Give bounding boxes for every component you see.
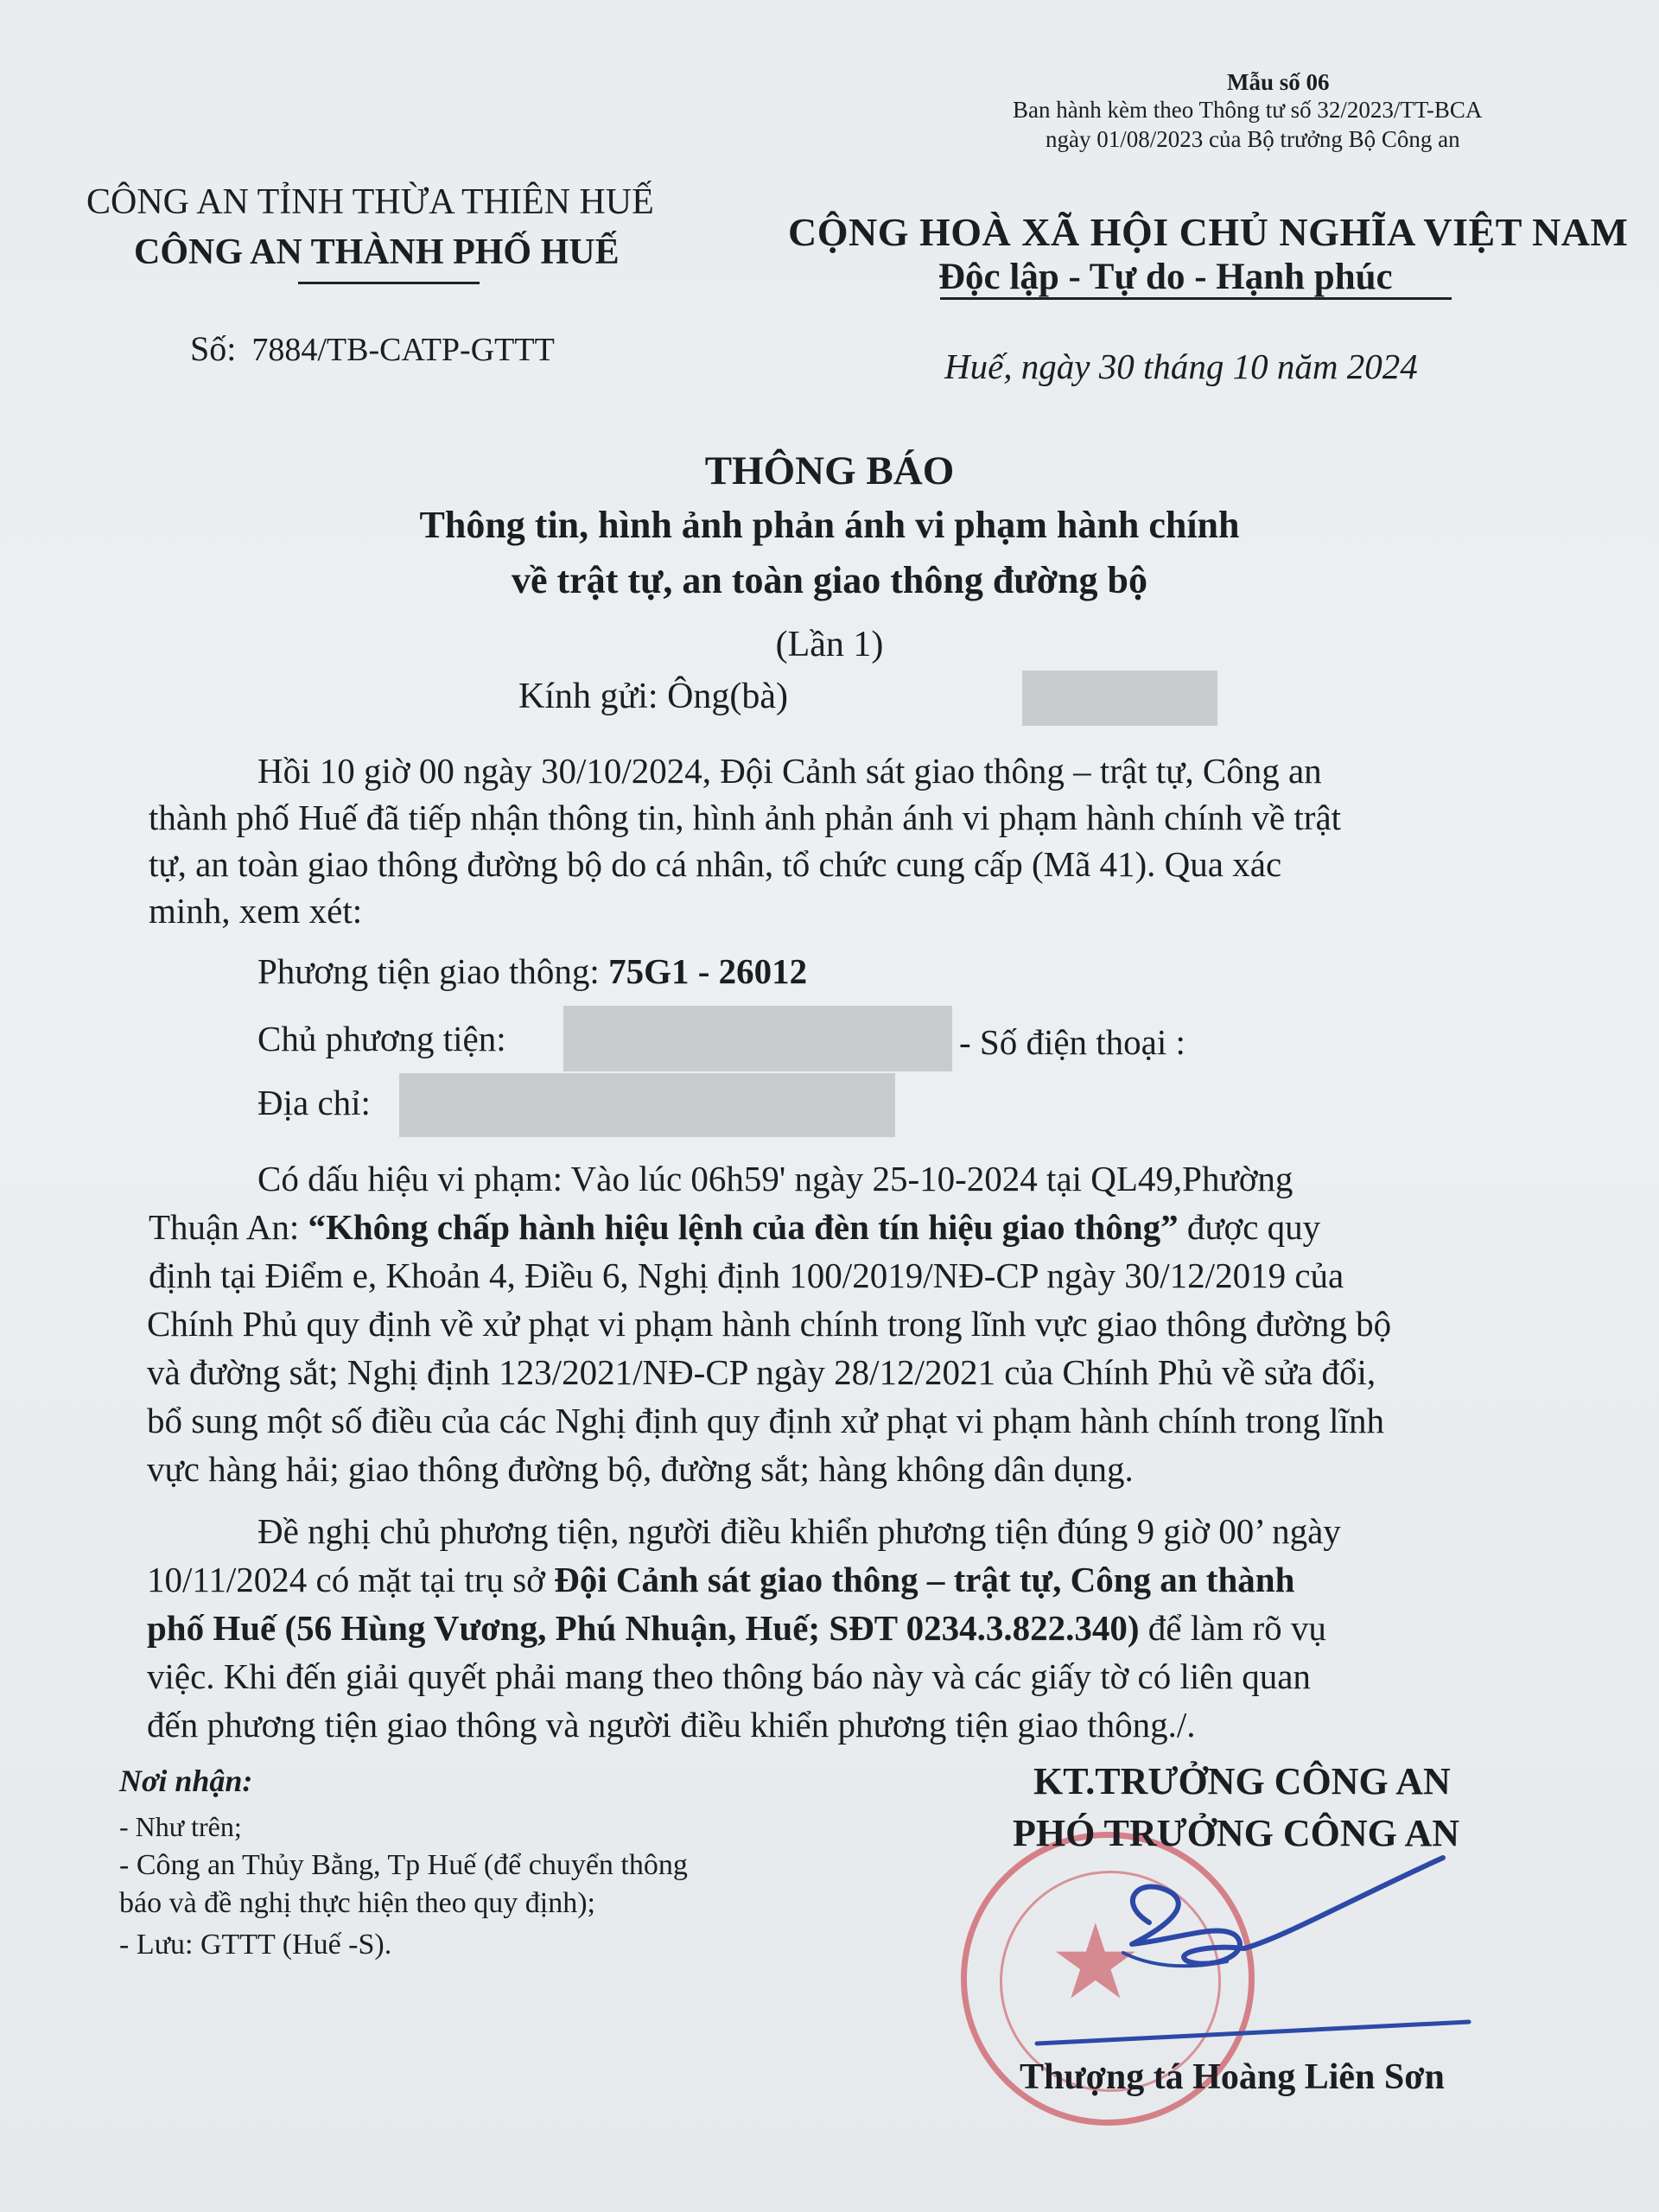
request-date: 10/11/2024 có mặt tại trụ sở xyxy=(147,1560,555,1599)
document-number-label: Số: xyxy=(190,329,237,368)
issue-date: Huế, ngày 30 tháng 10 năm 2024 xyxy=(944,346,1418,386)
issuing-organization: CÔNG AN THÀNH PHỐ HUẾ xyxy=(134,232,620,272)
redacted-address xyxy=(399,1073,895,1137)
form-issued-line-2: ngày 01/08/2023 của Bộ trưởng Bộ Công an xyxy=(1046,126,1460,152)
recipients-heading: Nơi nhận: xyxy=(119,1764,253,1798)
organization-underline xyxy=(298,282,480,284)
owner-label: Chủ phương tiện: xyxy=(257,1019,506,1058)
document-number-value: 7884/TB-CATP-GTTT xyxy=(251,332,555,368)
violation-location: Thuận An: xyxy=(149,1207,308,1247)
violation-line: bổ sung một số điều của các Nghị định quy định xử phạt vi phạm hành chính trong lĩnh xyxy=(147,1401,1384,1440)
violation-line: và đường sắt; Nghị định 123/2021/NĐ-CP ngày 28/12/2021 của Chính Phủ về sửa đổi, xyxy=(147,1352,1376,1392)
intro-line: tự, an toàn giao thông đường bộ do cá nhân, tổ chức cung cấp (Mã 41). Qua xác xyxy=(149,844,1282,884)
violation-line: vực hàng hải; giao thông đường bộ, đường sắt; hàng không dân dụng. xyxy=(147,1449,1134,1489)
request-line: đến phương tiện giao thông và người điều khiển phương tiện giao thông./. xyxy=(147,1705,1196,1745)
parent-organization: CÔNG AN TỈNH THỪA THIÊN HUẾ xyxy=(86,182,654,222)
violation-text: được quy xyxy=(1178,1207,1321,1247)
recipient-item: - Công an Thủy Bằng, Tp Huế (để chuyển thông xyxy=(119,1849,688,1881)
form-number: Mẫu số 06 xyxy=(1227,69,1330,95)
license-plate: 75G1 - 26012 xyxy=(608,951,808,991)
intro-line: minh, xem xét: xyxy=(149,891,363,931)
document-number xyxy=(190,328,555,369)
recipient-item: - Như trên; xyxy=(119,1811,242,1842)
signature-authority: KT.TRƯỞNG CÔNG AN xyxy=(1033,1760,1451,1802)
handwritten-signature xyxy=(1020,1840,1486,2065)
redacted-owner xyxy=(563,1006,952,1071)
address-label: Địa chỉ: xyxy=(257,1083,371,1122)
phone-label: - Số điện thoại : xyxy=(959,1022,1185,1062)
recipient-salutation: Kính gửi: Ông(bà) xyxy=(518,677,789,716)
star-icon: ★ xyxy=(1049,1905,1142,2020)
recipient-item: - Lưu: GTTT (Huế -S). xyxy=(119,1929,392,1961)
request-office: Đội Cảnh sát giao thông – trật tự, Công an thành xyxy=(554,1560,1295,1599)
recipient-item: báo và đề nghị thực hiện theo quy định); xyxy=(119,1887,595,1919)
intro-line: thành phố Huế đã tiếp nhận thông tin, hình ảnh phản ánh vi phạm hành chính về trật xyxy=(149,798,1342,837)
signature-title: PHÓ TRƯỞNG CÔNG AN xyxy=(1013,1812,1460,1854)
document-subtitle-2: về trật tự, an toàn giao thông đường bộ xyxy=(511,559,1147,601)
notice-count: (Lần 1) xyxy=(775,625,884,664)
form-issued-line-1: Ban hành kèm theo Thông tư số 32/2023/TT-BCA xyxy=(1013,97,1483,123)
vehicle-label: Phương tiện giao thông: xyxy=(257,951,600,991)
request-line: Đề nghị chủ phương tiện, người điều khiển phương tiện đúng 9 giờ 00’ ngày xyxy=(257,1511,1341,1551)
intro-line: Hồi 10 giờ 00 ngày 30/10/2024, Đội Cảnh sát giao thông – trật tự, Công an xyxy=(257,751,1322,791)
request-line xyxy=(147,1607,1326,1649)
national-title: CỘNG HOÀ XÃ HỘI CHỦ NGHĨA VIỆT NAM xyxy=(788,210,1629,254)
violation-description: “Không chấp hành hiệu lệnh của đèn tín hiệu giao thông” xyxy=(308,1207,1179,1247)
violation-line: định tại Điểm e, Khoản 4, Điều 6, Nghị định 100/2019/NĐ-CP ngày 30/12/2019 của xyxy=(149,1255,1344,1295)
redacted-recipient xyxy=(1022,671,1217,726)
document-title: THÔNG BÁO xyxy=(704,448,955,493)
violation-line xyxy=(149,1206,1320,1248)
violation-line: Có dấu hiệu vi phạm: Vào lúc 06h59' ngày 25-10-2024 tại QL49,Phường xyxy=(257,1159,1294,1198)
request-line xyxy=(147,1559,1294,1600)
motto-underline xyxy=(940,297,1452,300)
national-motto: Độc lập - Tự do - Hạnh phúc xyxy=(938,257,1393,297)
vehicle-line xyxy=(257,950,807,992)
request-text: để làm rõ vụ xyxy=(1139,1608,1326,1648)
signer-name: Thượng tá Hoàng Liên Sơn xyxy=(1020,2057,1445,2097)
request-line: việc. Khi đến giải quyết phải mang theo thông báo này và các giấy tờ có liên quan xyxy=(147,1656,1311,1696)
document-subtitle-1: Thông tin, hình ảnh phản ánh vi phạm hành chính xyxy=(419,504,1240,546)
violation-line: Chính Phủ quy định về xử phạt vi phạm hành chính trong lĩnh vực giao thông đường bộ xyxy=(147,1304,1392,1344)
office-address: phố Huế (56 Hùng Vương, Phú Nhuận, Huế; SĐT 0234.3.822.340) xyxy=(147,1608,1140,1648)
